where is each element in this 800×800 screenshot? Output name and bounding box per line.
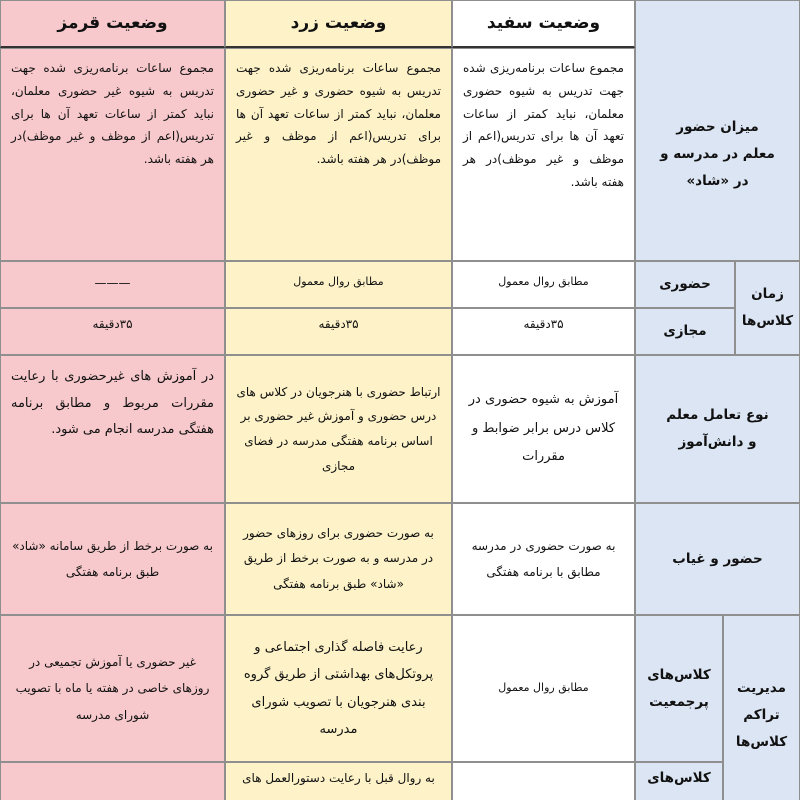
label-interaction: نوع تعامل معلم و دانش‌آموز: [635, 355, 800, 503]
header-red-status: وضعیت قرمز: [0, 0, 225, 48]
header-white-status: وضعیت سفید: [452, 0, 635, 48]
interaction-red: در آموزش های غیرحضوری با رعایت مقررات مربوط و مطابق برنامه هفتگی مدرسه انجام می شود.: [0, 355, 225, 503]
time-in-person-yellow: مطابق روال معمول: [225, 261, 452, 308]
interaction-white: آموزش به شیوه حضوری در کلاس درس برابر ضوابط و مقررات: [452, 355, 635, 503]
label-class-time: زمان کلاس‌ها: [735, 261, 800, 355]
crowded-white: مطابق روال معمول: [452, 615, 635, 762]
header-corner: [635, 0, 800, 48]
crowded-yellow: رعایت فاصله گذاری اجتماعی و پروتکل‌های بهداشتی از طریق گروه بندی هنرجویان با تصویب شورای مدرسه: [225, 615, 452, 762]
interaction-yellow: ارتباط حضوری با هنرجویان در کلاس های درس حضوری و آموزش غیر حضوری بر اساس برنامه هفتگی مدرسه در فضای مجازی: [225, 355, 452, 503]
time-virtual-yellow: ۳۵دقیقه: [225, 308, 452, 355]
attendance-white: به صورت حضوری در مدرسه مطابق با برنامه هفتگی: [452, 503, 635, 615]
time-virtual-white: ۳۵دقیقه: [452, 308, 635, 355]
label-classes-partial: کلاس‌های: [635, 762, 723, 800]
presence-white: مجموع ساعات برنامه‌ریزی شده جهت تدریس به شیوه حضوری معلمان، نباید کمتر از ساعات تعهد آن ها برای تدریس(اعم از موظف و غیر موظف)در هر هفته باشد.: [452, 48, 635, 261]
label-teacher-presence: میزان حضور معلم در مدرسه و در «شاد»: [635, 48, 800, 261]
label-virtual: مجازی: [635, 308, 735, 355]
label-crowding-management: مدیریت تراکم کلاس‌ها: [723, 615, 800, 800]
attendance-red: به صورت برخط از طریق سامانه «شاد» طبق برنامه هفتگی: [0, 503, 225, 615]
next-red: [0, 762, 225, 800]
attendance-yellow: به صورت حضوری برای روزهای حضور در مدرسه و به صورت برخط از طریق «شاد» طبق برنامه هفتگی: [225, 503, 452, 615]
time-in-person-white: مطابق روال معمول: [452, 261, 635, 308]
label-attendance: حضور و غیاب: [635, 503, 800, 615]
presence-yellow: مجموع ساعات برنامه‌ریزی شده جهت تدریس به شیوه حضوری و غیر حضوری معلمان، نباید کمتر از ساعات تعهد آن ها برای تدریس(اعم از موظف و غیر موظف)در هر هفته باشد.: [225, 48, 452, 261]
label-crowded-classes: کلاس‌های پرجمعیت: [635, 615, 723, 762]
next-white: [452, 762, 635, 800]
header-yellow-status: وضعیت زرد: [225, 0, 452, 48]
label-in-person: حضوری: [635, 261, 735, 308]
next-yellow: به روال قبل با رعایت دستورالعمل های: [225, 762, 452, 800]
crowded-red: غیر حضوری یا آموزش تجمیعی در روزهای خاصی در هفته یا ماه با تصویب شورای مدرسه: [0, 615, 225, 762]
time-in-person-red: ———: [0, 261, 225, 308]
time-virtual-red: ۳۵دقیقه: [0, 308, 225, 355]
presence-red: مجموع ساعات برنامه‌ریزی شده جهت تدریس به شیوه غیر حضوری معلمان، نباید کمتر از ساعات تعهد آن ها برای تدریس(اعم از موظف و غیر موظف)در هر هفته باشد.: [0, 48, 225, 261]
